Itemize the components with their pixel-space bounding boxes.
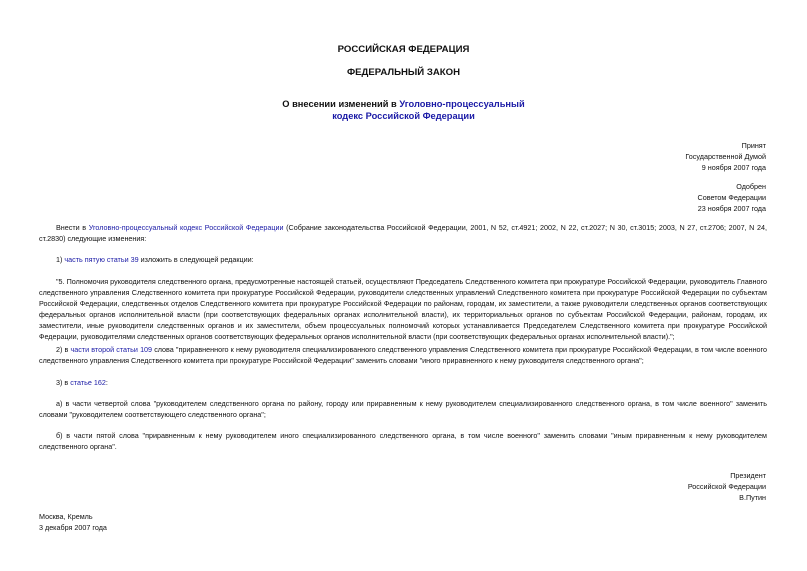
approval-status: Одобрен	[736, 182, 766, 191]
adoption-date: 9 ноября 2007 года	[701, 163, 766, 172]
approval-date: 23 ноября 2007 года	[697, 204, 766, 213]
article-109-part-2-link[interactable]: части второй статьи 109	[70, 345, 153, 354]
intro-suffix: (Собрание законодательства Российской Федерации, 2001, N 52, ст.4921; 2002, N 22, ст.2027; N 30, ст.3015; 2003, N 27, ст.2706; 2007, N 24, ст.2830) следующие изменения:	[39, 223, 767, 243]
approval-body: Советом Федерации	[697, 193, 766, 202]
adoption-body: Государственной Думой	[685, 152, 766, 161]
signatory-title: Президент	[730, 471, 766, 480]
adoption-status: Принят	[741, 141, 766, 150]
signatory-country: Российской Федерации	[687, 482, 766, 491]
item-3	[39, 377, 767, 388]
criminal-procedure-code-link[interactable]: Уголовно-процессуальный	[399, 99, 525, 109]
item3-prefix: 3) в	[56, 378, 71, 387]
place-date-block	[39, 511, 107, 533]
item3b-text: б) в части пятой слова "приравненным к нему руководителем иного специализированного следственного органа, в том числе военного" заменить словами "иным приравненным к нему руководителем следственного органа".	[39, 431, 767, 451]
signing-date: 3 декабря 2007 года	[39, 523, 107, 532]
item2-suffix: слова "приравненного к нему руководителя специализированного следственного управления Следственного комитета при прокуратуре Российской Федерации, в том числе военного следственного управления Следственного комитета при прокуратуре Российской Федерации" заменить словами "иного приравненного к нему руководителя следственного органа";	[39, 345, 767, 365]
item3a-text: а) в части четвертой слова "руководителем следственного органа по району, городу или приравненным к нему руководителем специализированного следственного органа, в том числе военного" заменить словами "руководителем соответствующего следственного органа";	[39, 399, 767, 419]
item3-suffix: :	[105, 378, 108, 387]
law-title	[0, 98, 807, 122]
item-2	[39, 344, 767, 366]
country-heading: РОССИЙСКАЯ ФЕДЕРАЦИЯ	[337, 44, 470, 55]
item-1	[39, 254, 767, 265]
code-reference-link[interactable]: Уголовно-процессуальный кодекс Российской Федерации	[88, 223, 284, 232]
article-39-part-5-link[interactable]: часть пятую статьи 39	[64, 255, 139, 264]
signature-block	[688, 470, 766, 503]
title-prefix: О внесении изменений в	[282, 99, 400, 109]
article-162-link[interactable]: статье 162	[70, 378, 106, 387]
approval-block	[698, 181, 766, 214]
item1-quote-text: "5. Полномочия руководителя следственного органа, предусмотренные настоящей статьей, осуществляют Председатель Следственного комитета при прокуратуре Российской Федерации, руководитель Главного следственного управления Следственного комитета при прокуратуре Российской Федерации, руководители следственных управлений Следственного комитета при прокуратуре Российской Федерации по субъектам Российской Федерации, следственных отделов Следственного комитета при прокуратуре Российской Федерации по районам, городам, их заместители, а также руководители следственных органов соответствующих федеральных органов исполнительной власти (при соответствующих федеральных органах исполнительной власти), их территориальных органов по субъектам Российской Федерации, районам, городам, их заместители, иные руководители следственных органов и их заместители, объем процессуальных полномочий которых устанавливается Председателем Следственного комитета при прокуратуре Российской Федерации, руководителями следственных органов соответствующих федеральных органов исполнительной власти (при соответствующих федеральных органах исполнительной власти).";	[39, 277, 767, 341]
item1-suffix: изложить в следующей редакции:	[138, 255, 254, 264]
signing-place: Москва, Кремль	[39, 512, 93, 521]
item-3b	[39, 430, 767, 452]
item-1-quote	[39, 276, 767, 342]
item2-prefix: 2) в	[56, 345, 71, 354]
intro-prefix: Внести в	[56, 223, 89, 232]
criminal-procedure-code-link-line2[interactable]: кодекс Российской Федерации	[332, 111, 475, 121]
item1-prefix: 1)	[56, 255, 65, 264]
adoption-block	[685, 140, 766, 173]
intro-paragraph	[39, 222, 767, 244]
document-type-heading: ФЕДЕРАЛЬНЫЙ ЗАКОН	[346, 67, 461, 78]
signatory-name: В.Путин	[739, 493, 766, 502]
item-3a	[39, 398, 767, 420]
